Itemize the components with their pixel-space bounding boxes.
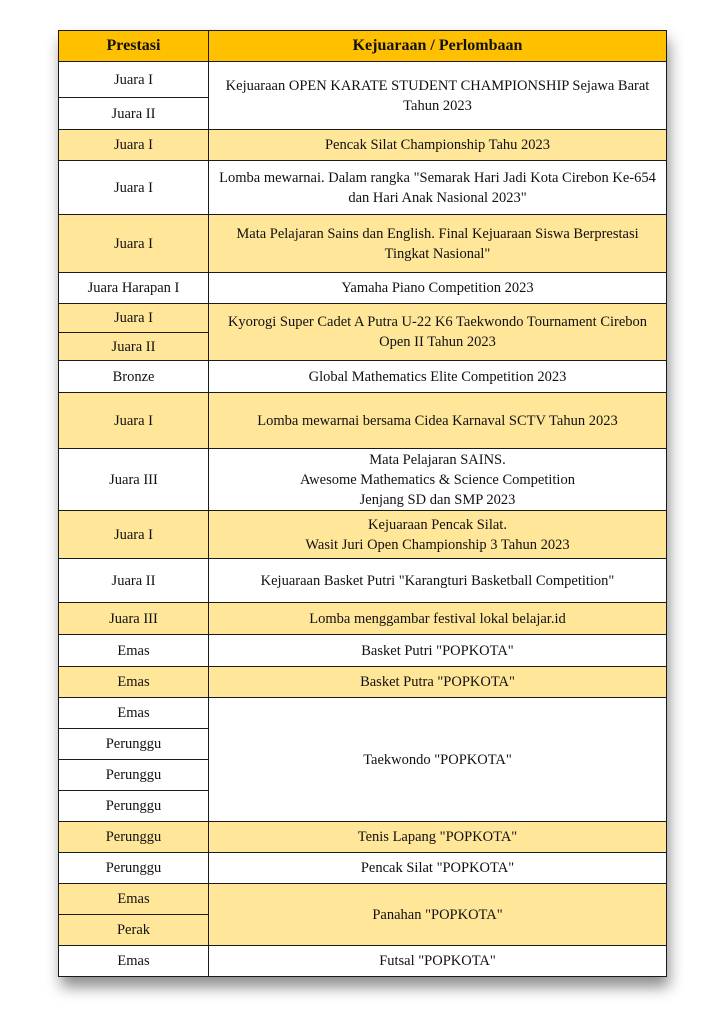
table-row [59, 449, 667, 511]
prestasi-cell: Juara II [59, 98, 209, 130]
prestasi-cell: Perunggu [59, 791, 209, 822]
kejuaraan-cell: Kejuaraan Basket Putri "Karangturi Basketball Competition" [209, 559, 667, 603]
kejuaraan-cell: Basket Putra "POPKOTA" [209, 667, 667, 698]
achievement-table-sheet [58, 30, 666, 977]
kejuaraan-cell: Lomba menggambar festival lokal belajar.id [209, 603, 667, 635]
kejuaraan-cell: Pencak Silat "POPKOTA" [209, 853, 667, 884]
prestasi-cell: Emas [59, 884, 209, 915]
prestasi-cell: Perunggu [59, 760, 209, 791]
kejuaraan-cell: Lomba mewarnai. Dalam rangka "Semarak Hari Jadi Kota Cirebon Ke-654 dan Hari Anak Nasional 2023" [209, 161, 667, 215]
header-kejuaraan: Kejuaraan / Perlombaan [209, 31, 667, 62]
kejuaraan-cell: Pencak Silat Championship Tahu 2023 [209, 130, 667, 161]
prestasi-cell: Juara I [59, 130, 209, 161]
kejuaraan-cell: Futsal "POPKOTA" [209, 946, 667, 977]
table-row [59, 161, 667, 215]
table-row [59, 393, 667, 449]
prestasi-cell: Juara Harapan I [59, 273, 209, 304]
table-row [59, 361, 667, 393]
prestasi-cell: Bronze [59, 361, 209, 393]
kejuaraan-cell: Mata Pelajaran Sains dan English. Final Kejuaraan Siswa Berprestasi Tingkat Nasional" [209, 215, 667, 273]
kejuaraan-cell: Kyorogi Super Cadet A Putra U-22 K6 Taekwondo Tournament Cirebon Open II Tahun 2023 [209, 304, 667, 361]
prestasi-cell: Perunggu [59, 822, 209, 853]
prestasi-cell: Perak [59, 915, 209, 946]
table-row [59, 884, 667, 915]
table-header-row [59, 31, 667, 62]
prestasi-cell: Emas [59, 946, 209, 977]
table-row [59, 559, 667, 603]
prestasi-cell: Perunggu [59, 853, 209, 884]
prestasi-cell: Emas [59, 698, 209, 729]
table-row [59, 511, 667, 559]
kejuaraan-cell: Panahan "POPKOTA" [209, 884, 667, 946]
prestasi-cell: Juara I [59, 393, 209, 449]
table-row [59, 667, 667, 698]
prestasi-cell: Juara I [59, 304, 209, 333]
prestasi-cell: Juara III [59, 603, 209, 635]
table-row [59, 130, 667, 161]
header-prestasi: Prestasi [59, 31, 209, 62]
prestasi-cell: Juara I [59, 215, 209, 273]
prestasi-cell: Juara II [59, 333, 209, 361]
kejuaraan-cell: Kejuaraan Pencak Silat. Wasit Juri Open Championship 3 Tahun 2023 [209, 511, 667, 559]
table-row [59, 635, 667, 667]
table-row [59, 853, 667, 884]
prestasi-cell: Juara I [59, 511, 209, 559]
kejuaraan-cell: Lomba mewarnai bersama Cidea Karnaval SCTV Tahun 2023 [209, 393, 667, 449]
table-row [59, 603, 667, 635]
prestasi-cell: Juara III [59, 449, 209, 511]
prestasi-cell: Perunggu [59, 729, 209, 760]
table-row [59, 304, 667, 333]
table-row [59, 698, 667, 729]
achievement-table [58, 30, 667, 977]
prestasi-cell: Juara I [59, 62, 209, 98]
table-row [59, 62, 667, 98]
kejuaraan-cell: Mata Pelajaran SAINS. Awesome Mathematics & Science Competition Jenjang SD dan SMP 2023 [209, 449, 667, 511]
table-row [59, 215, 667, 273]
kejuaraan-cell: Global Mathematics Elite Competition 2023 [209, 361, 667, 393]
kejuaraan-cell: Yamaha Piano Competition 2023 [209, 273, 667, 304]
kejuaraan-cell: Taekwondo "POPKOTA" [209, 698, 667, 822]
prestasi-cell: Emas [59, 635, 209, 667]
kejuaraan-cell: Kejuaraan OPEN KARATE STUDENT CHAMPIONSHIP Sejawa Barat Tahun 2023 [209, 62, 667, 130]
prestasi-cell: Emas [59, 667, 209, 698]
table-row [59, 822, 667, 853]
kejuaraan-cell: Tenis Lapang "POPKOTA" [209, 822, 667, 853]
table-row [59, 946, 667, 977]
kejuaraan-cell: Basket Putri "POPKOTA" [209, 635, 667, 667]
prestasi-cell: Juara I [59, 161, 209, 215]
table-row [59, 273, 667, 304]
prestasi-cell: Juara II [59, 559, 209, 603]
